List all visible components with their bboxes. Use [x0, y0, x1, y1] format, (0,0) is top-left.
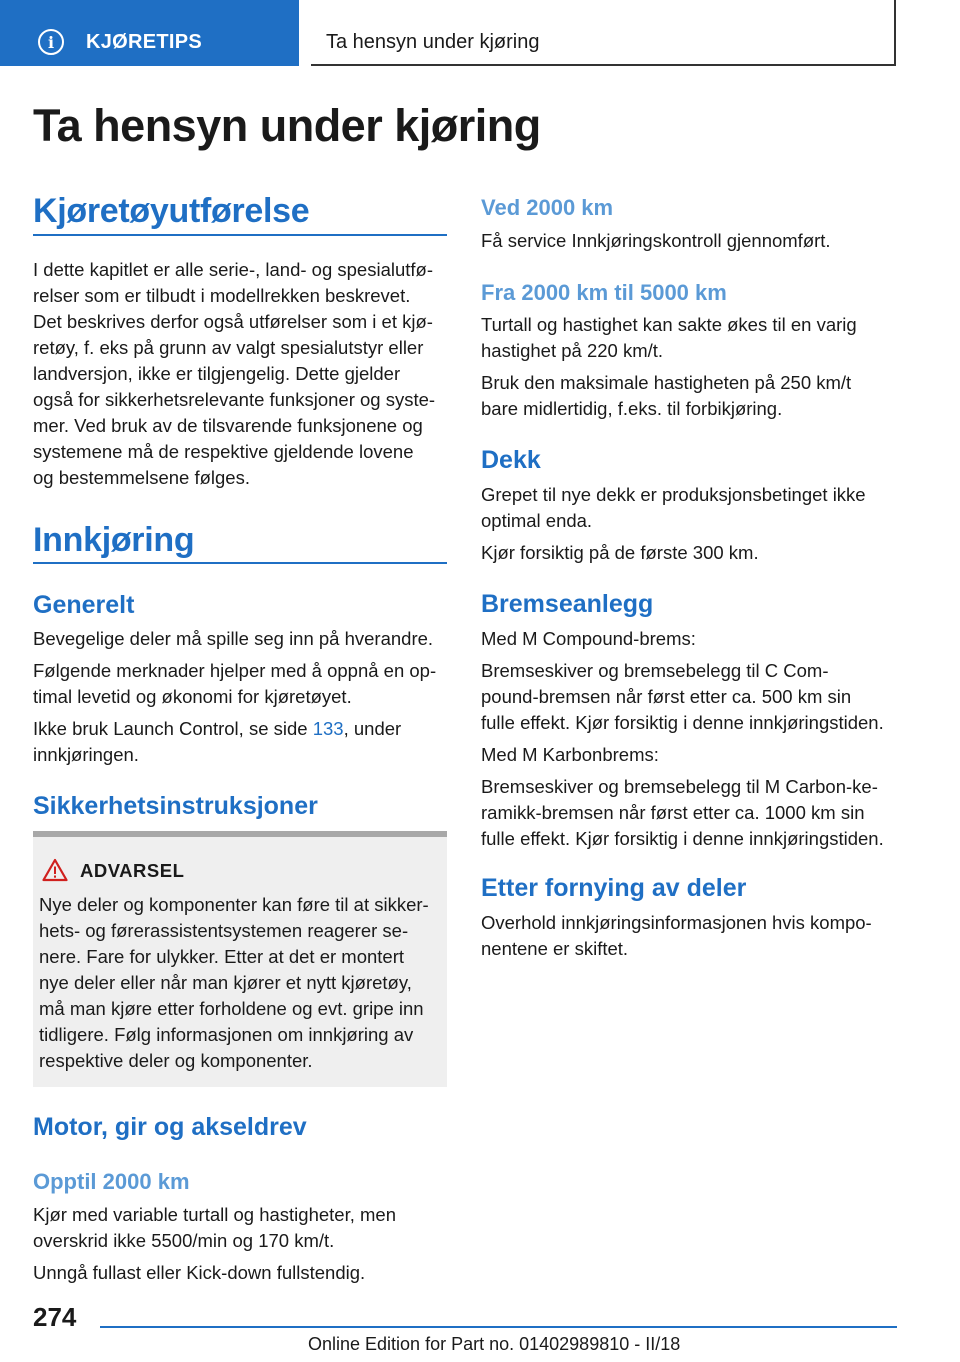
heading-etter-fornying: Etter fornying av deler [481, 874, 747, 902]
paragraph-generelt: Bevegelige deler må spille seg inn på hverandre. Følgende merknader hjelper med å oppnå en op- timal levetid og økonomi for kjøretøyet. Ikke bruk Launch Control, se side 133, under innkjøringen. [33, 628, 437, 765]
paragraph-etter-fornying: Overhold innkjøringsinformasjonen hvis kompo- nentene er skiftet. [481, 912, 872, 959]
heading-innkjoring: Innkjøring [33, 521, 195, 559]
paragraph-ved-2000: Få service Innkjøringskontroll gjennomført. [481, 230, 831, 251]
paragraph-fra-2000: Turtall og hastighet kan sakte økes til en varig hastighet på 220 km/t. Bruk den maksimale hastigheten på 250 km/t bare midlertidig, f.eks. til forbikjøring. [481, 314, 857, 419]
chapter-tab-label: KJØRETIPS [86, 31, 203, 53]
chapter-tab [0, 0, 299, 66]
section-header-title: Ta hensyn under kjøring [326, 31, 540, 53]
paragraph-bremseanlegg: Med M Compound-brems: Bremseskiver og bremsebelegg til C Com- pound-bremsen når først etter ca. 500 km sin fulle effekt. Kjør forsiktig i denne innkjøringstiden. Med M Karbonbrems: Bremseskiver og bremsebelegg til M Carbon-ke- ramikk-bremsen når først etter ca. 1000 km sin fulle effekt. Kjør forsiktig i denne innkjøringstiden. [481, 628, 884, 849]
page-link-133[interactable]: 133 [312, 718, 344, 739]
page-title: Ta hensyn under kjøring [33, 100, 541, 151]
heading-dekk: Dekk [481, 446, 541, 474]
warning-triangle-icon [42, 858, 68, 882]
heading-rule [33, 234, 447, 236]
paragraph-dekk: Grepet til nye dekk er produksjonsbetinget ikke optimal enda. Kjør forsiktig på de første 300 km. [481, 484, 866, 563]
paragraph-opptil-2000: Kjør med variable turtall og hastigheter, men overskrid ikke 5500/min og 170 km/t. Unngå fullast eller Kick-down fullstendig. [33, 1204, 396, 1283]
heading-generelt: Generelt [33, 591, 135, 619]
heading-fra-2000-til-5000: Fra 2000 km til 5000 km [481, 280, 727, 305]
heading-ved-2000: Ved 2000 km [481, 195, 614, 220]
heading-bremseanlegg: Bremseanlegg [481, 590, 654, 618]
heading-kjoretoyutforelse: Kjøretøyutførelse [33, 192, 310, 230]
page-number: 274 [33, 1302, 77, 1332]
heading-motor: Motor, gir og akseldrev [33, 1113, 307, 1141]
heading-rule [33, 562, 447, 564]
heading-opptil-2000: Opptil 2000 km [33, 1169, 190, 1194]
footer-rule [100, 1326, 897, 1328]
paragraph-kjoretoy: I dette kapitlet er alle serie-, land- og spesialutfø- relser som er tilbudt i modellrekken beskrevet. Det beskrives derfor også utførelser som i et kjø- retøy, f. eks på grunn av valgt spesialutstyr eller landversjon, ikke er tilgjengelig. Dette gjelder også for sikkerhetsrelevante funksjoner og syste- mer. Ved bruk av de tilsvarende funksjonene og systemene må de respektive gjeldende lovene og bestemmelsene følges. [33, 259, 436, 488]
warning-text: Nye deler og komponenter kan føre til at sikker- hets- og førerassistentsystemen reagerer se- nere. Fare for ulykker. Etter at det er montert nye deler eller når man kjører et nytt kjøretøy, må man kjøre etter forholdene og evt. gripe inn tidligere. Følg informasjonen om innkjøring av respektive deler og komponenter. [39, 894, 429, 1071]
footer-edition: Online Edition for Part no. 01402989810 - II/18 [308, 1334, 681, 1354]
heading-sikkerhetsinstruksjoner: Sikkerhetsinstruksjoner [33, 792, 318, 820]
info-icon: i [38, 29, 64, 55]
warning-title: ADVARSEL [80, 860, 185, 881]
